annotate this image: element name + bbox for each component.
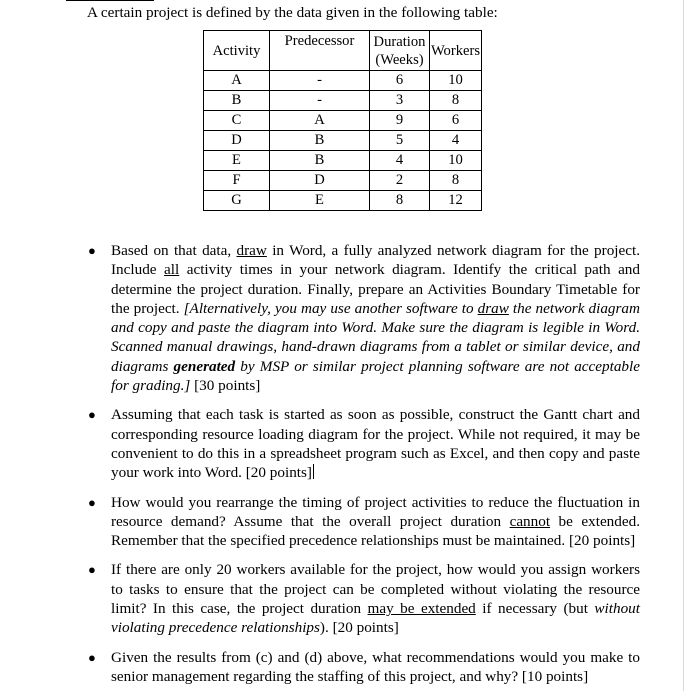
cell-predecessor: B [270, 151, 370, 171]
text: activity times in your network diagram. Identify the critical path and determine the project duration. Finally, prepare an Activities Boundary Timetable for the project. [111, 261, 640, 317]
bold-italic-text: generated [173, 357, 236, 375]
cell-workers: 10 [430, 151, 482, 171]
cell-workers: 8 [430, 91, 482, 111]
list-item [0, 405, 695, 482]
table-row [204, 171, 482, 191]
table-row [204, 191, 482, 211]
cell-workers: 12 [430, 191, 482, 211]
cell-workers: 10 [430, 71, 482, 91]
underlined-text: all [164, 261, 180, 279]
cell-workers: 6 [430, 111, 482, 131]
text: Based on that data, [111, 242, 237, 259]
bullet-icon: ● [88, 407, 96, 423]
italic-text: [Alternatively, you may use another software to [183, 299, 478, 317]
bullet-icon: ● [88, 494, 96, 510]
bullet-icon: ● [88, 562, 96, 578]
cell-predecessor: B [270, 131, 370, 151]
list-item [0, 560, 695, 637]
cell-workers: 4 [430, 131, 482, 151]
cell-duration: 6 [370, 71, 430, 91]
cell-predecessor: - [270, 71, 370, 91]
text: How would you rearrange the timing of project activities to reduce the fluctuation in resource demand? Assume that the overall project duration [111, 493, 640, 530]
cell-duration: 4 [370, 151, 430, 171]
header-predecessor: Predecessor [270, 31, 370, 71]
cell-predecessor: D [270, 171, 370, 191]
cell-activity: D [204, 131, 270, 151]
list-item [0, 493, 695, 551]
table-row [204, 151, 482, 171]
table-header-row [204, 31, 482, 71]
intro-text: A certain project is defined by the data given in the following table: [87, 4, 498, 21]
cell-duration: 5 [370, 131, 430, 151]
task-list [0, 241, 695, 696]
text: ). [20 points] [319, 619, 399, 637]
header-activity: Activity [204, 31, 270, 71]
table-row [204, 71, 482, 91]
top-rule [66, 0, 154, 1]
text: be extended. Remember that the specified precedence relationships must be maintained. [20 points] [111, 512, 640, 550]
underlined-text: draw [236, 242, 267, 259]
italic-text: the network diagram and copy and paste the diagram into Word. Make sure the diagram is legible in Word. Scanned manual drawings, hand-drawn diagrams from a tablet or similar device, and diagrams [111, 299, 640, 375]
underlined-text: cannot [509, 512, 551, 530]
text: if necessary (but [475, 600, 595, 618]
bullet-icon: ● [88, 243, 96, 258]
header-workers: Workers [430, 31, 482, 71]
cell-predecessor: - [270, 91, 370, 111]
table-row [204, 131, 482, 151]
table-row [204, 91, 482, 111]
cell-activity: F [204, 171, 270, 191]
cell-duration: 8 [370, 191, 430, 211]
header-duration-line1: Duration [373, 33, 426, 50]
italic-text: by MSP or similar project planning software are not acceptable for grading.] [111, 357, 640, 395]
cell-activity: E [204, 151, 270, 171]
text-cursor [313, 464, 314, 479]
text: Given the results from (c) and (d) above, what recommendations would you make to senior management regarding the staffing of this project, and why? [10 points] [111, 648, 640, 685]
text: [30 points] [190, 377, 261, 395]
list-item [0, 241, 695, 395]
project-data-table [203, 30, 482, 211]
italic-text: without violating precedence relationships [111, 600, 640, 637]
cell-activity: A [204, 71, 270, 91]
cell-predecessor: A [270, 111, 370, 131]
cell-duration: 3 [370, 91, 430, 111]
bullet-icon: ● [88, 649, 96, 665]
header-duration [370, 31, 430, 71]
cell-activity: G [204, 191, 270, 211]
cell-activity: B [204, 91, 270, 111]
cell-predecessor: E [270, 191, 370, 211]
list-item [0, 648, 695, 687]
cell-duration: 9 [370, 111, 430, 131]
underlined-italic-text: draw [477, 299, 509, 317]
cell-duration: 2 [370, 171, 430, 191]
text: Assuming that each task is started as soon as possible, construct the Gantt chart and corresponding resource loading diagram for the project. While not required, it may be convenient to do this in a spreadsheet program such as Excel, and then copy and paste your work into Word. [20 points] [111, 406, 640, 482]
header-duration-line2: (Weeks) [375, 51, 424, 68]
table-row [204, 111, 482, 131]
cell-activity: C [204, 111, 270, 131]
text: in Word, a fully analyzed network diagram for the project. Include [111, 242, 641, 279]
text: If there are only 20 workers available for the project, how would you assign workers to tasks to ensure that the project can be completed without violating the resource limit? In this case, the project duration [111, 561, 640, 618]
underlined-text: may be extended [367, 600, 476, 618]
cell-workers: 8 [430, 171, 482, 191]
